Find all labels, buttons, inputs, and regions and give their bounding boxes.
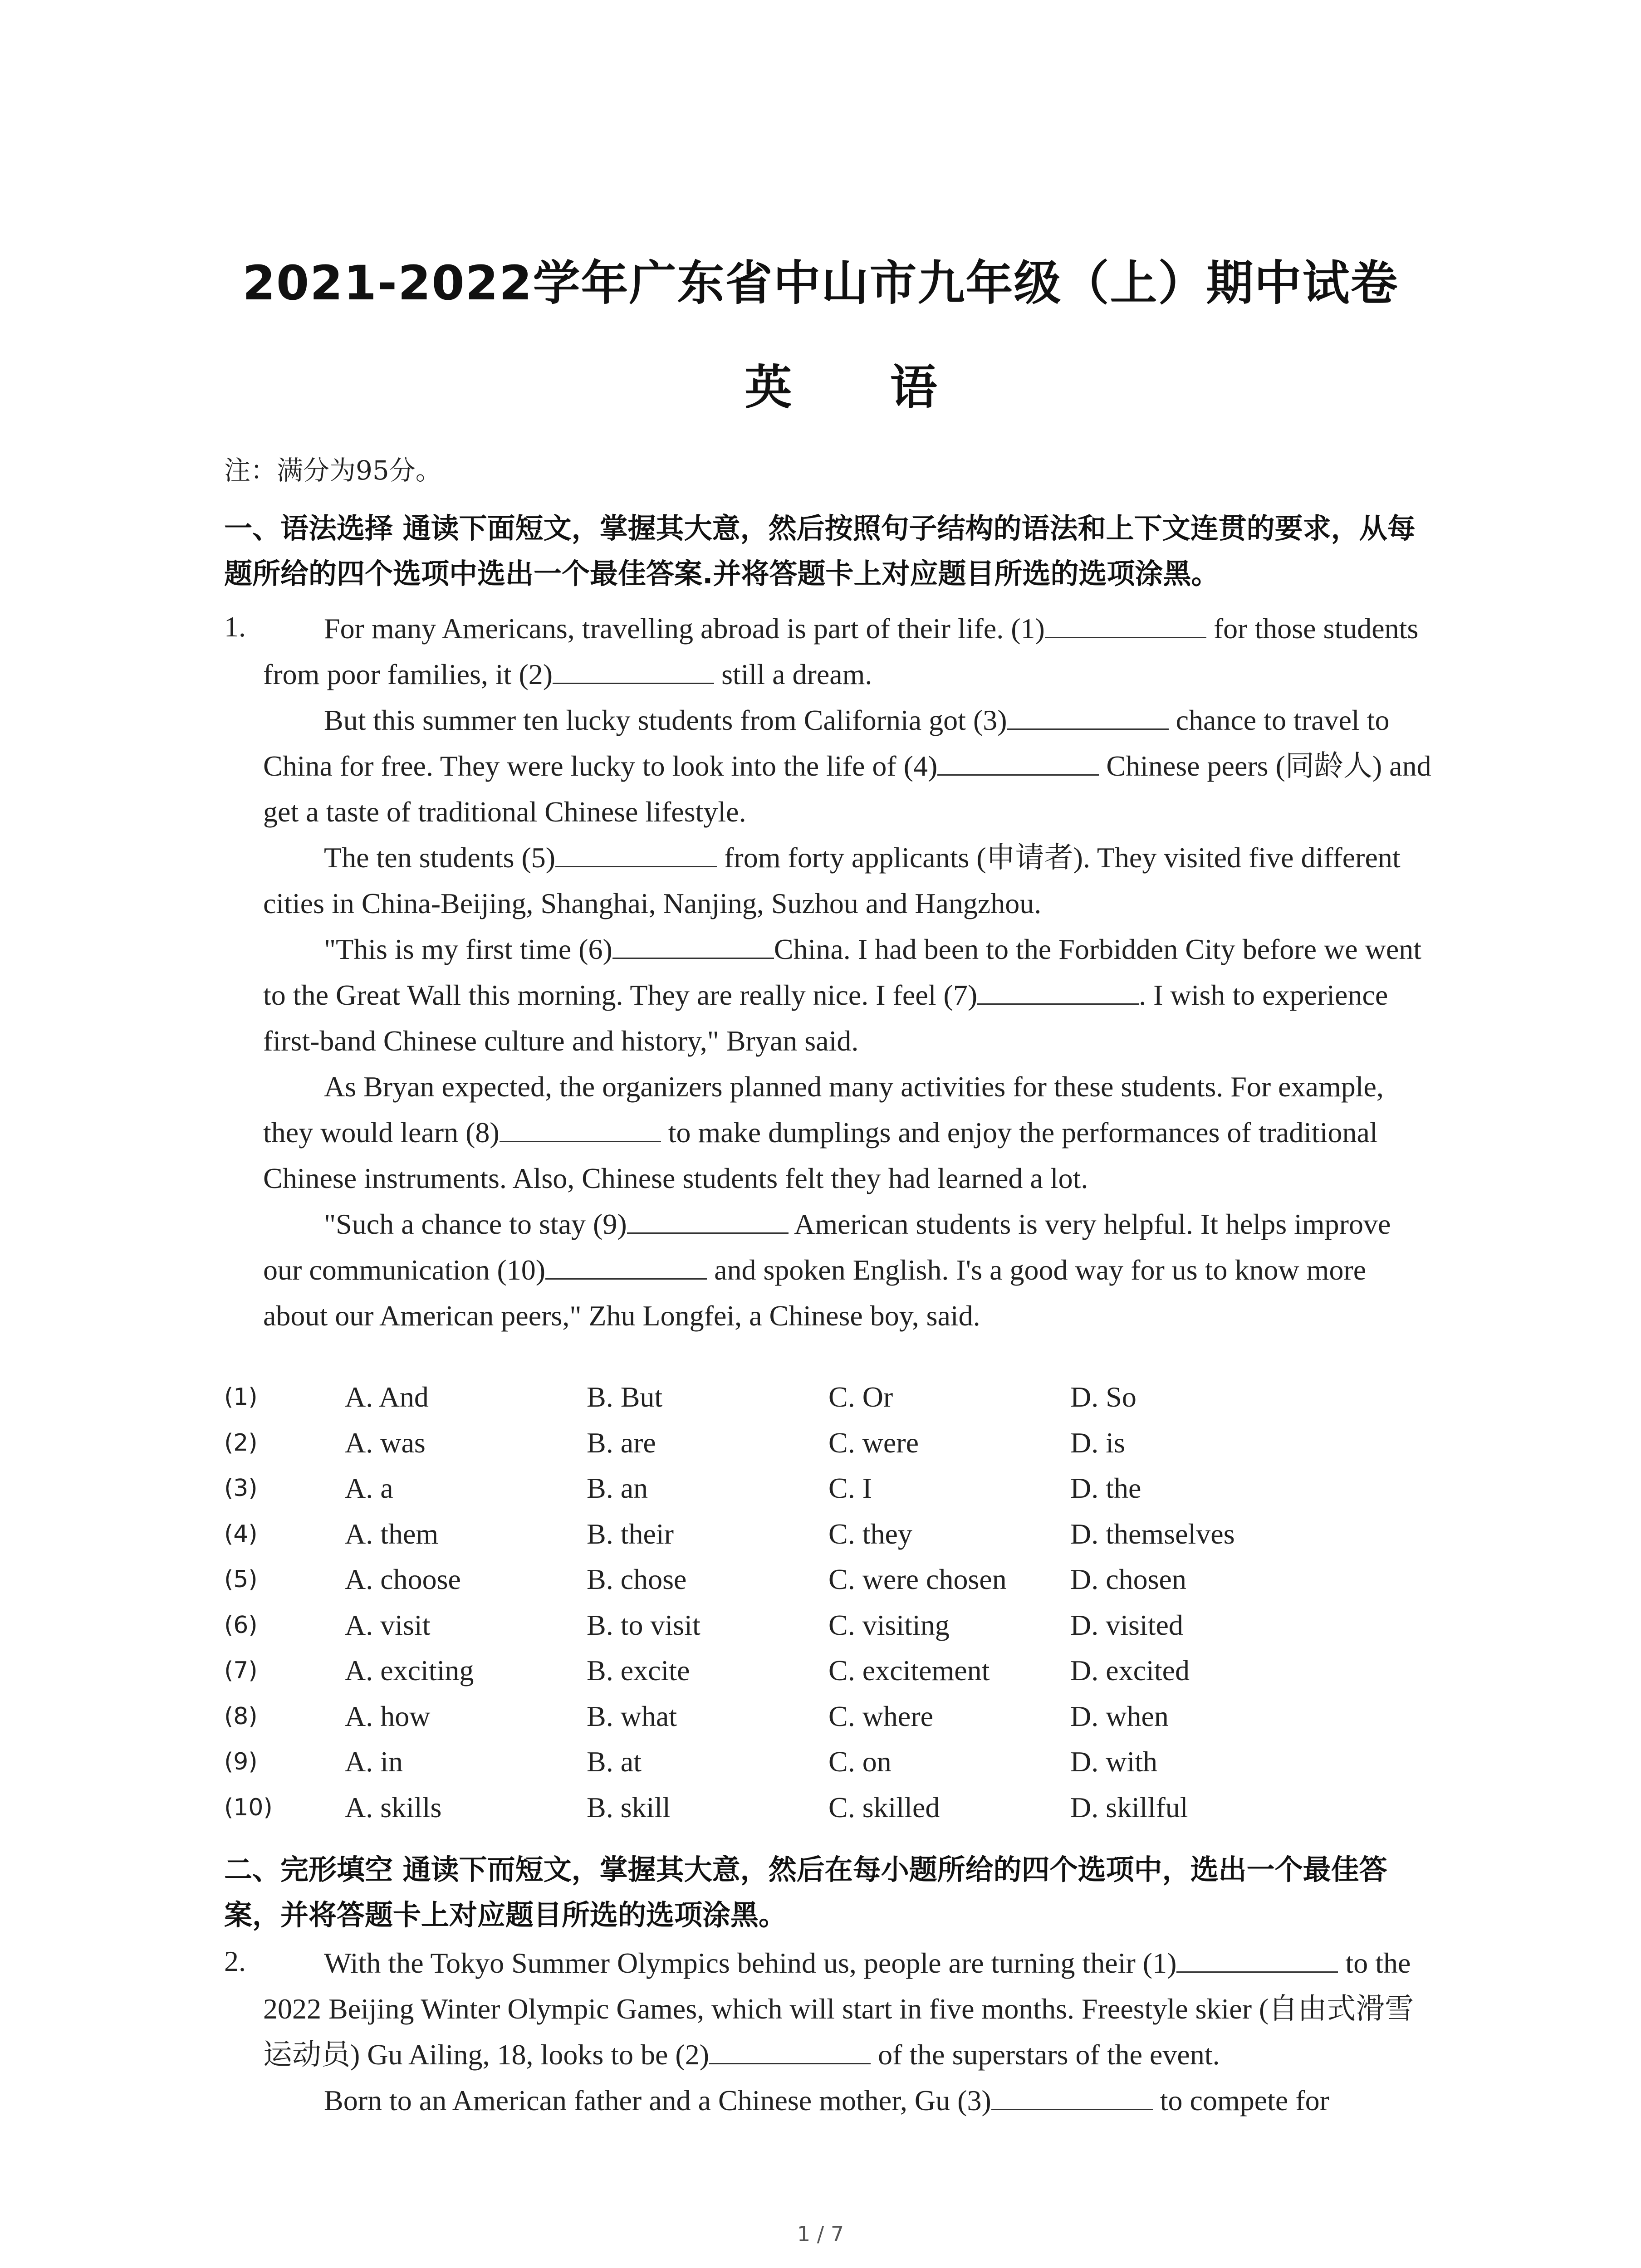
- option-b[interactable]: B. an: [587, 1472, 648, 1504]
- passage1-paragraph: [263, 697, 1434, 835]
- passage-text: But this summer ten lucky students from California got (3): [324, 704, 1007, 736]
- passage-text: Born to an American father and a Chinese mother, Gu (3): [324, 2084, 991, 2116]
- option-number: (6): [224, 1611, 258, 1639]
- option-a[interactable]: A. a: [345, 1472, 393, 1504]
- option-b[interactable]: B. their: [587, 1517, 674, 1550]
- passage-text: still a dream.: [714, 658, 872, 690]
- answer-blank[interactable]: [1007, 702, 1169, 730]
- option-row: [224, 1561, 1449, 1607]
- passage-text: to make dumplings and enjoy the performances of traditional Chinese instruments. Also, Chinese students felt they had learned a lot.: [263, 1116, 1378, 1194]
- option-row: [224, 1425, 1449, 1471]
- option-row: [224, 1744, 1449, 1789]
- option-number: (2): [224, 1429, 258, 1457]
- page-number: 1 / 7: [797, 2222, 844, 2246]
- passage-text: to the 2022 Beijing Winter Olympic Games, which will start in five months. Freestyle skier (自由式滑雪运动员) Gu Ailing, 18, looks to be (2): [263, 1947, 1414, 2071]
- option-a[interactable]: A. choose: [345, 1563, 461, 1595]
- passage-text: The ten students (5): [324, 841, 556, 874]
- option-c[interactable]: C. skilled: [828, 1791, 940, 1823]
- option-row: [224, 1789, 1449, 1835]
- answer-blank[interactable]: [991, 2082, 1153, 2110]
- option-a[interactable]: A. them: [345, 1517, 439, 1550]
- option-d[interactable]: D. visited: [1070, 1608, 1183, 1641]
- option-b[interactable]: B. what: [587, 1700, 677, 1732]
- option-number: (3): [224, 1475, 258, 1502]
- answer-blank[interactable]: [553, 656, 714, 684]
- option-d[interactable]: D. with: [1070, 1745, 1157, 1778]
- option-b[interactable]: B. to visit: [587, 1608, 700, 1641]
- passage1-paragraph: [263, 835, 1434, 926]
- option-c[interactable]: C. visiting: [828, 1608, 950, 1641]
- passage-text: With the Tokyo Summer Olympics behind us, people are turning their (1): [324, 1947, 1177, 1979]
- option-a[interactable]: A. And: [345, 1381, 429, 1413]
- option-number: (8): [224, 1702, 258, 1730]
- answer-blank[interactable]: [1176, 1945, 1338, 1973]
- passage-text: for those students from poor families, it (2): [263, 612, 1419, 690]
- passage1-paragraph: [263, 926, 1434, 1064]
- option-a[interactable]: A. how: [345, 1700, 431, 1732]
- passage-text: and spoken English. I's a good way for us to know more about our American peers," Zhu Longfei, a Chinese boy, said.: [263, 1254, 1367, 1332]
- option-d[interactable]: D. skillful: [1070, 1791, 1188, 1823]
- passage-text: of the superstars of the event.: [871, 2038, 1220, 2071]
- option-d[interactable]: D. when: [1070, 1700, 1169, 1732]
- answer-blank[interactable]: [977, 977, 1139, 1005]
- option-d[interactable]: D. is: [1070, 1426, 1125, 1459]
- option-a[interactable]: A. exciting: [345, 1654, 474, 1686]
- option-number: (7): [224, 1657, 258, 1684]
- passage-text: For many Americans, travelling abroad is part of their life. (1): [324, 612, 1045, 645]
- option-c[interactable]: C. excitement: [828, 1654, 990, 1686]
- option-a[interactable]: A. was: [345, 1426, 426, 1459]
- option-a[interactable]: A. visit: [345, 1608, 431, 1641]
- option-number: (1): [224, 1383, 258, 1411]
- score-note: 注：满分为95分。: [224, 455, 442, 486]
- section1-heading: 一、语法选择 通读下面短文，掌握其大意，然后按照句子结构的语法和上下文连贯的要求，从每题所给的四个选项中选出一个最佳答案.并将答题卡上对应题目所选的选项涂黑。: [224, 512, 1416, 590]
- option-row: [224, 1470, 1449, 1516]
- option-b[interactable]: B. chose: [587, 1563, 687, 1595]
- answer-blank[interactable]: [545, 1252, 707, 1280]
- option-c[interactable]: C. were chosen: [828, 1563, 1007, 1595]
- option-c[interactable]: C. where: [828, 1700, 934, 1732]
- option-d[interactable]: D. themselves: [1070, 1517, 1235, 1550]
- option-c[interactable]: C. were: [828, 1426, 919, 1459]
- subject-title: 英 语: [745, 360, 978, 415]
- option-d[interactable]: D. chosen: [1070, 1563, 1186, 1595]
- option-c[interactable]: C. I: [828, 1472, 872, 1504]
- passage-1: [263, 606, 1434, 1339]
- passage-text: . I wish to experience first-band Chinese culture and history," Bryan said.: [263, 979, 1388, 1057]
- option-b[interactable]: B. excite: [587, 1654, 690, 1686]
- answer-blank[interactable]: [709, 2037, 871, 2064]
- answer-blank[interactable]: [937, 748, 1099, 776]
- passage2-paragraph: [263, 1940, 1434, 2077]
- option-b[interactable]: B. But: [587, 1381, 663, 1413]
- passage-text: "This is my first time (6): [324, 933, 612, 965]
- option-d[interactable]: D. So: [1070, 1381, 1136, 1413]
- option-b[interactable]: B. at: [587, 1745, 642, 1778]
- section2-heading: 二、完形填空 通读下而短文，掌握其大意，然后在每小题所给的四个选项中，选出一个最佳答案，并将答题卡上对应题目所选的选项涂黑。: [224, 1853, 1387, 1931]
- option-c[interactable]: C. on: [828, 1745, 892, 1778]
- option-number: (9): [224, 1748, 258, 1775]
- passage2-paragraph: [263, 2077, 1434, 2123]
- passage-text: Chinese peers (同龄人) and get a taste of traditional Chinese lifestyle.: [263, 750, 1431, 828]
- passage-text: China. I had been to the Forbidden City before we went to the Great Wall this morning. They are really nice. I feel (7): [263, 933, 1422, 1011]
- option-row: [224, 1379, 1449, 1425]
- option-a[interactable]: A. in: [345, 1745, 403, 1778]
- option-a[interactable]: A. skills: [345, 1791, 442, 1823]
- option-b[interactable]: B. are: [587, 1426, 656, 1459]
- option-row: [224, 1652, 1449, 1698]
- option-c[interactable]: C. they: [828, 1517, 912, 1550]
- answer-blank[interactable]: [627, 1206, 789, 1234]
- passage-text: from forty applicants (申请者). They visited five different cities in China-Beijing, Shanghai, Nanjing, Suzhou and Hangzhou.: [263, 841, 1401, 919]
- passage-text: chance to travel to China for free. They were lucky to look into the life of (4): [263, 704, 1390, 782]
- passage1-paragraph: [263, 1201, 1434, 1339]
- option-number: (10): [224, 1794, 273, 1821]
- exam-title: 2021-2022学年广东省中山市九年级（上）期中试卷: [242, 255, 1399, 311]
- question-number-1: 1.: [224, 611, 246, 643]
- option-number: (5): [224, 1566, 258, 1593]
- option-c[interactable]: C. Or: [828, 1381, 893, 1413]
- passage-text: to compete for: [1152, 2084, 1329, 2116]
- passage1-paragraph: [263, 1064, 1434, 1201]
- option-d[interactable]: D. the: [1070, 1472, 1141, 1504]
- option-d[interactable]: D. excited: [1070, 1654, 1190, 1686]
- answer-blank[interactable]: [1045, 611, 1206, 638]
- option-row: [224, 1698, 1449, 1744]
- passage-text: "Such a chance to stay (9): [324, 1208, 627, 1240]
- option-row: [224, 1516, 1449, 1562]
- question-number-2: 2.: [224, 1945, 246, 1977]
- passage-text: American students is very helpful. It helps improve our communication (10): [263, 1208, 1391, 1286]
- answer-blank[interactable]: [555, 840, 717, 867]
- option-row: [224, 1607, 1449, 1653]
- option-number: (4): [224, 1520, 258, 1548]
- passage1-paragraph: [263, 606, 1434, 697]
- options-list: [224, 1379, 1449, 1835]
- answer-blank[interactable]: [612, 931, 774, 959]
- option-b[interactable]: B. skill: [587, 1791, 671, 1823]
- passage-2: [263, 1940, 1434, 2123]
- passage-text: As Bryan expected, the organizers planned many activities for these students. For example, they would learn (8): [263, 1070, 1384, 1149]
- answer-blank[interactable]: [500, 1114, 661, 1142]
